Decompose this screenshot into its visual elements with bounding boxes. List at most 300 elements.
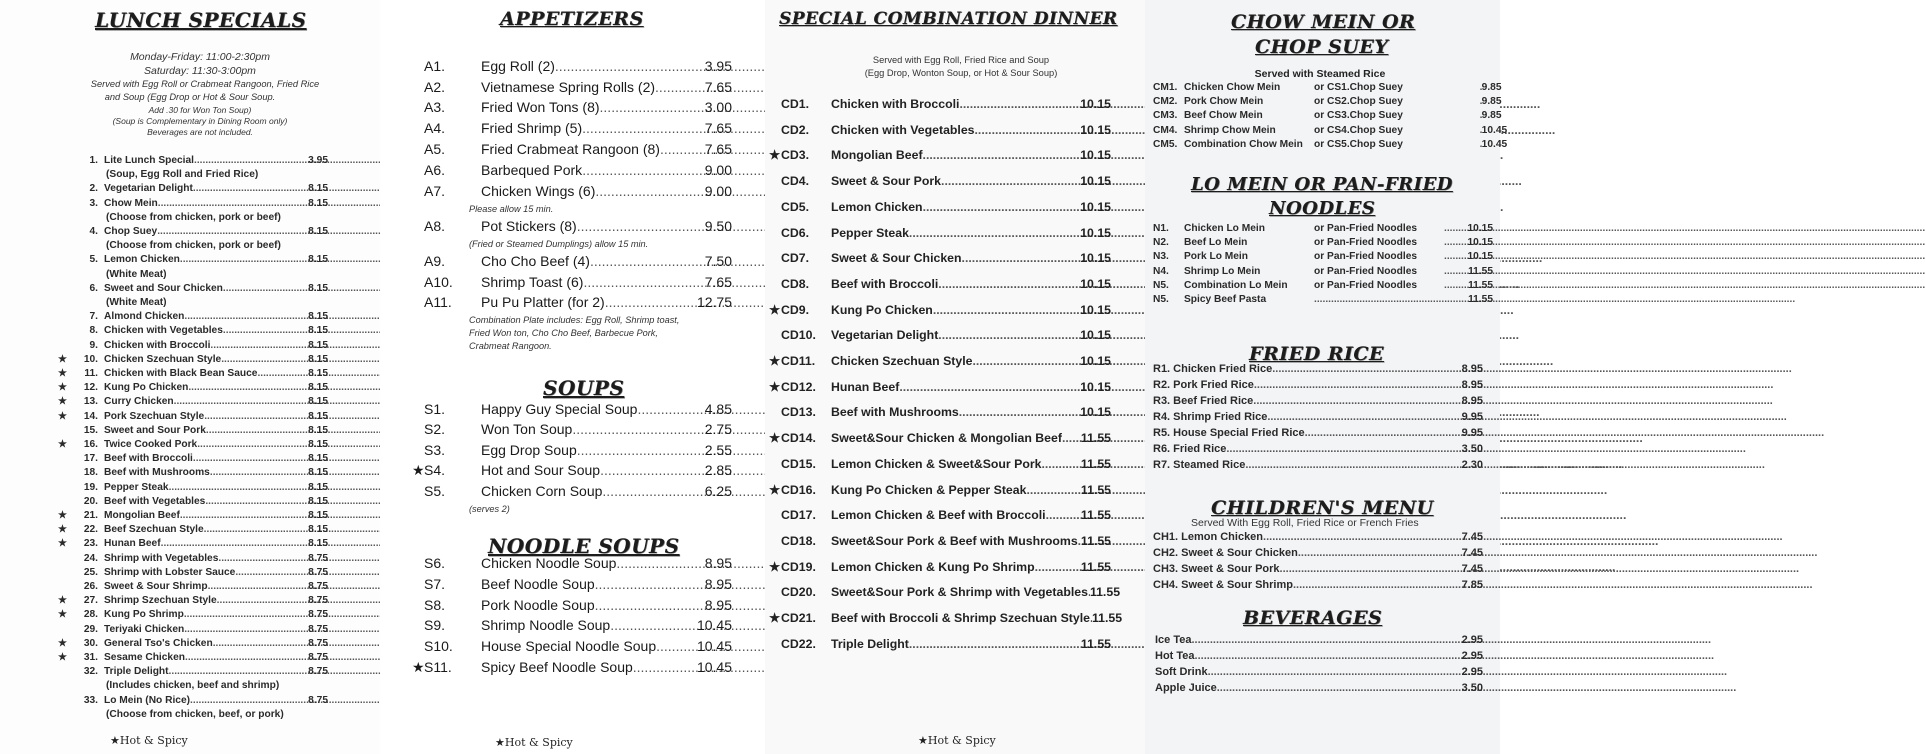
alt-number: or CS5. — [1314, 138, 1350, 150]
alt-name: or Pan-Fried Noodles — [1314, 237, 1418, 249]
item-price: 10.15 — [1467, 223, 1493, 234]
item-name: Beef Chow Mein — [1184, 110, 1263, 122]
item-price: 8.15 — [308, 453, 328, 465]
item-price: 6.25 — [704, 483, 732, 499]
item-number: CD3. — [781, 148, 810, 163]
item-number: 32. — [83, 666, 98, 678]
combination-dinner-panel — [765, 0, 1145, 754]
childrens-item — [1153, 563, 1483, 575]
noodle-soup-item — [412, 555, 732, 571]
item-number: 10. — [83, 353, 98, 365]
item-price: 3.50 — [1461, 443, 1483, 455]
platter-note: Combination Plate includes: Egg Roll, Shrimp toast, — [469, 315, 680, 325]
noodle-soup-item — [412, 597, 732, 613]
item-number: CD10. — [781, 328, 816, 343]
dot-leader — [161, 538, 309, 549]
item-price: 10.15 — [1467, 237, 1493, 249]
dot-leader — [1208, 666, 1462, 678]
dot-leader — [180, 510, 308, 521]
item-name: Sweet & Sour Pork — [831, 174, 942, 189]
item-name: Sweet and Sour Pork — [104, 424, 206, 436]
item-price: 3.00 — [704, 99, 732, 115]
lunch-item — [58, 254, 328, 265]
dot-leader — [600, 99, 705, 115]
item-name: Beef with Broccoli & Shrimp Szechuan Style — [831, 611, 1090, 625]
item-name: Fried Shrimp (5) — [481, 120, 583, 136]
item-price: 2.85 — [704, 462, 732, 478]
dot-leader — [193, 453, 308, 464]
dot-leader — [169, 666, 309, 677]
hot-spicy-mark: ★ — [769, 354, 781, 368]
lunch-item — [58, 155, 328, 166]
dot-leader — [582, 162, 705, 178]
item-name: Pu Pu Platter (for 2) — [481, 294, 605, 310]
soup-item — [412, 483, 732, 499]
soup-item — [412, 442, 732, 458]
item-number: 17. — [83, 453, 98, 465]
item-price: 8.15 — [308, 510, 328, 521]
hot-spicy-mark: ★ — [58, 410, 68, 422]
lunch-item — [58, 283, 328, 294]
item-name: Pot Stickers (8) — [481, 218, 577, 234]
item-price: 7.45 — [1461, 563, 1483, 575]
appetizer-item — [412, 79, 732, 95]
item-price: 9.95 — [1461, 411, 1483, 423]
dot-leader — [577, 218, 705, 234]
item-name: Spicy Beef Noodle Soup — [481, 659, 633, 675]
item-number: CD17. — [781, 508, 816, 523]
chow-mein-title: CHOW MEIN OR — [1231, 11, 1416, 33]
hot-spicy-legend: ★Hot & Spicy — [918, 734, 996, 747]
item-number: CD15. — [781, 456, 816, 471]
item-price: 10.45 — [696, 659, 732, 675]
dot-leader — [1192, 634, 1462, 646]
dot-leader — [595, 183, 704, 199]
item-price: 7.65 — [704, 141, 732, 157]
item-price: 11.55 — [1468, 279, 1493, 291]
dot-leader — [205, 496, 308, 507]
lunch-hours-saturday: Saturday: 11:30-3:00pm — [144, 65, 256, 77]
soup-item — [412, 401, 732, 417]
lo-mein-title: LO MEIN OR PAN-FRIED — [1191, 174, 1453, 195]
dot-leader — [909, 226, 1080, 240]
item-name: Cho Cho Beef (4) — [481, 253, 590, 269]
dot-leader — [610, 617, 697, 633]
item-price: 2.95 — [1461, 666, 1483, 678]
item-name: CH3. Sweet & Sour Pork — [1153, 563, 1280, 575]
dot-leader — [933, 303, 1080, 317]
item-name: Soft Drink — [1155, 666, 1208, 678]
item-name: Sesame Chicken — [104, 652, 185, 663]
lunch-served-note: (Soup is Complementary in Dining Room only) — [112, 116, 288, 126]
item-name: Chicken Lo Mein — [1184, 223, 1265, 234]
item-price: 11.55 — [1080, 533, 1111, 548]
dot-leader — [1444, 223, 1468, 234]
item-number: 8. — [89, 325, 98, 337]
item-number: CD13. — [781, 405, 816, 420]
item-name: R2. Pork Fried Rice — [1153, 379, 1254, 391]
dot-leader — [217, 595, 309, 606]
item-name: Shrimp Chow Mein — [1184, 124, 1276, 136]
item-number: CD7. — [781, 251, 810, 266]
item-name: Hot Tea — [1155, 650, 1195, 662]
item-number: S10. — [424, 638, 453, 655]
fried-rice-item — [1153, 443, 1483, 455]
item-number: CD18. — [781, 533, 816, 548]
item-name: Fried Crabmeat Rangoon (8) — [481, 141, 660, 157]
dot-leader — [582, 120, 705, 136]
dot-leader — [1041, 457, 1080, 471]
item-name: Chicken Szechuan Style — [831, 354, 973, 368]
item-name: Beef with Mushrooms — [104, 467, 210, 479]
item-name: Chicken with Broccoli — [104, 339, 211, 351]
dot-leader — [655, 79, 705, 95]
item-price: 10.15 — [1080, 225, 1111, 240]
item-number: 22. — [83, 524, 98, 536]
dot-leader — [184, 311, 308, 322]
item-name: Triple Delight — [831, 636, 909, 651]
hot-spicy-mark: ★ — [769, 148, 781, 163]
item-number: A4. — [424, 120, 446, 136]
item-price: 8.15 — [308, 226, 328, 237]
noodle-soups-title: NOODLE SOUPS — [488, 534, 680, 558]
item-price: 9.00 — [704, 183, 732, 199]
alt-name: Chop Suey — [1349, 110, 1403, 122]
lunch-item — [58, 482, 328, 493]
combination-title: SPECIAL COMBINATION DINNER — [779, 9, 1118, 29]
item-number: S8. — [424, 596, 446, 613]
item-description: (Choose from chicken, pork or beef) — [106, 240, 281, 252]
item-number: S6. — [424, 555, 446, 571]
item-name: Pork Szechuan Style — [104, 410, 205, 422]
combination-item — [769, 457, 1111, 471]
dot-leader — [1226, 443, 1461, 455]
lunch-item — [58, 595, 328, 606]
item-number: CD22. — [781, 636, 816, 651]
beverages-title: BEVERAGES — [1243, 607, 1383, 629]
dot-leader — [1195, 650, 1462, 662]
dot-leader — [1217, 682, 1462, 694]
item-price: 8.95 — [1461, 379, 1483, 391]
item-name: Vietnamese Spring Rolls (2) — [481, 79, 656, 95]
item-price: 2.55 — [704, 442, 732, 458]
combination-item — [769, 226, 1111, 240]
item-name: Beef with Broccoli — [104, 453, 193, 465]
item-number: 24. — [83, 552, 98, 564]
item-price: 8.15 — [308, 382, 328, 394]
appetizers-soups-panel — [380, 0, 765, 754]
item-price: 7.45 — [1461, 531, 1483, 543]
item-number: N3. — [1153, 251, 1169, 263]
item-number: CD6. — [781, 225, 810, 240]
noodle-soup-item — [412, 638, 732, 654]
item-number: N1. — [1153, 223, 1169, 234]
item-price: 10.15 — [1080, 328, 1111, 343]
item-number: A11. — [424, 294, 452, 310]
item-name: Lemon Chicken & Sweet&Sour Pork — [831, 456, 1042, 471]
item-price: 2.30 — [1461, 459, 1483, 471]
item-name: Happy Guy Special Soup — [481, 401, 638, 417]
item-name: Won Ton Soup — [481, 421, 573, 437]
fried-rice-item — [1153, 411, 1483, 423]
appetizer-item — [412, 120, 732, 136]
item-description: (Choose from chicken, beef, or pork) — [106, 708, 284, 720]
soups-title: SOUPS — [543, 376, 625, 400]
alt-name: or Pan-Fried Noodles — [1314, 265, 1418, 277]
childrens-item — [1153, 531, 1483, 543]
dot-leader — [959, 97, 1080, 111]
item-price: 8.15 — [308, 183, 328, 195]
hot-spicy-mark: ★ — [58, 538, 68, 550]
beverage-item — [1155, 682, 1483, 694]
item-number: S9. — [424, 617, 446, 634]
item-price: 10.15 — [1080, 174, 1111, 189]
item-number: CD4. — [781, 174, 810, 189]
item-name: Hunan Beef — [104, 538, 161, 550]
lunch-item — [58, 325, 328, 336]
item-name: Curry Chicken — [104, 396, 174, 408]
item-price: 8.75 — [308, 566, 328, 578]
item-name: Kung Po Chicken & Pepper Steak — [831, 482, 1027, 497]
hot-spicy-mark: ★ — [58, 609, 68, 621]
dot-leader — [1444, 237, 1468, 248]
dot-leader — [204, 524, 309, 535]
item-price: 8.15 — [308, 396, 328, 408]
hot-spicy-mark: ★ — [58, 510, 68, 521]
dot-leader — [962, 251, 1081, 265]
lunch-item — [58, 340, 328, 351]
platter-note: Fried Won ton, Cho Cho Beef, Barbecue Pork, — [469, 328, 658, 338]
dot-leader — [257, 368, 308, 379]
dot-leader — [555, 58, 705, 74]
dot-leader — [188, 382, 308, 393]
lunch-item — [58, 311, 328, 322]
lunch-item — [58, 198, 328, 209]
alt-name: Chop Suey — [1349, 82, 1403, 93]
item-price: 2.75 — [704, 421, 732, 437]
item-price: 8.15 — [308, 538, 328, 550]
alt-name: or Pan-Fried Noodles — [1314, 251, 1418, 263]
item-price: 10.15 — [1080, 97, 1111, 111]
item-number: 6. — [89, 282, 98, 294]
item-price: 10.15 — [1080, 354, 1111, 368]
item-name: Shrimp Noodle Soup — [481, 617, 611, 634]
combination-item — [769, 200, 1111, 214]
item-name: Beef with Broccoli — [831, 276, 939, 291]
hot-spicy-mark: ★ — [769, 559, 781, 574]
item-price: 8.15 — [308, 410, 328, 422]
item-number: N5. — [1153, 279, 1169, 291]
item-price: 10.15 — [1080, 251, 1111, 266]
item-number: CD20. — [781, 585, 816, 600]
hot-spicy-mark: ★ — [769, 302, 781, 317]
item-number: CM3. — [1153, 110, 1178, 122]
lo-mein-item — [1153, 223, 1493, 234]
item-price: 8.75 — [308, 595, 328, 607]
item-name: Beef Lo Mein — [1184, 237, 1248, 249]
dot-leader — [193, 183, 308, 194]
chow-mein-item — [1153, 138, 1508, 150]
combination-item — [769, 123, 1111, 137]
dot-leader — [197, 439, 308, 450]
appetizer-item — [412, 162, 732, 178]
item-number: CM4. — [1153, 124, 1178, 136]
item-name: Apple Juice — [1155, 682, 1217, 694]
item-number: N4. — [1153, 265, 1169, 277]
combination-item — [769, 380, 1111, 394]
hot-spicy-legend: ★Hot & Spicy — [110, 734, 188, 747]
item-price: 10.15 — [1080, 379, 1111, 394]
item-name: Vegetarian Delight — [104, 183, 193, 195]
item-price: 10.15 — [1467, 251, 1493, 263]
item-description: (White Meat) — [106, 268, 167, 280]
item-name: Beef Noodle Soup — [481, 575, 595, 592]
item-number: A8. — [424, 218, 446, 234]
lunch-served-note: Served with Egg Roll or Crabmeat Rangoon, Fried Rice — [90, 79, 320, 89]
item-price: 8.15 — [308, 339, 328, 351]
item-price: 9.00 — [704, 162, 732, 178]
dot-leader — [1293, 579, 1462, 591]
lunch-item — [58, 553, 328, 564]
item-name: Spicy Beef Pasta — [1184, 294, 1267, 305]
lunch-item — [58, 652, 328, 663]
item-note: (Fried or Steamed Dumplings) allow 15 min. — [469, 239, 649, 249]
hot-spicy-mark: ★ — [58, 382, 68, 394]
dot-leader — [213, 638, 308, 649]
item-number: A7. — [424, 183, 446, 199]
combination-item — [769, 303, 1111, 317]
dot-leader — [909, 637, 1081, 651]
item-number: 12. — [83, 382, 98, 394]
appetizer-item — [412, 99, 732, 115]
item-name: Mongolian Beef — [831, 148, 923, 163]
item-price: 10.15 — [1080, 148, 1111, 163]
dot-leader — [637, 401, 704, 417]
item-number: CD12. — [781, 379, 816, 394]
item-number: A10. — [424, 274, 453, 290]
item-name: Shrimp with Lobster Sauce — [104, 566, 236, 578]
item-number: S11. — [424, 659, 452, 675]
item-name: Sweet&Sour Pork & Shrimp with Vegetables — [831, 585, 1088, 600]
hot-spicy-mark: ★ — [58, 595, 68, 607]
item-name: Lite Lunch Special — [104, 155, 195, 166]
dot-leader — [1305, 427, 1462, 439]
item-price: 7.45 — [1461, 547, 1483, 559]
lunch-item — [58, 581, 328, 592]
item-name: Pepper Steak — [831, 225, 909, 240]
hot-spicy-mark: ★ — [58, 439, 68, 450]
item-number: CD1. — [781, 97, 810, 111]
dot-leader — [590, 253, 705, 269]
item-number: 19. — [83, 481, 98, 493]
dot-leader — [158, 198, 308, 209]
dot-leader — [1444, 280, 1468, 291]
combination-item — [769, 585, 1121, 600]
lunch-item — [58, 496, 328, 507]
item-price: 8.15 — [308, 311, 328, 323]
dot-leader — [218, 553, 308, 564]
item-name: Chicken with Vegetables — [831, 122, 975, 137]
item-number: S4. — [424, 462, 446, 478]
combination-served-note: Served with Egg Roll, Fried Rice and Soup — [872, 55, 1050, 65]
item-name: Chicken Szechuan Style — [104, 353, 222, 365]
lunch-item — [58, 425, 328, 436]
combination-item — [769, 483, 1111, 497]
combination-item — [769, 174, 1111, 188]
item-price: 11.55 — [1468, 294, 1493, 305]
item-name: CH1. Lemon Chicken — [1153, 531, 1264, 543]
item-price: 8.95 — [1461, 363, 1483, 375]
item-number: 20. — [83, 495, 98, 507]
combination-item — [769, 431, 1111, 445]
item-name: Chicken Corn Soup — [481, 483, 603, 499]
dot-leader — [1272, 363, 1461, 375]
item-price: 11.55 — [1080, 431, 1111, 446]
item-price: 7.85 — [1461, 579, 1483, 591]
dot-leader — [221, 354, 308, 365]
item-name: General Tso's Chicken — [104, 637, 213, 649]
alt-name: Chop Suey — [1349, 124, 1403, 136]
item-name: Pork Chow Mein — [1184, 96, 1264, 108]
lunch-specials-title: LUNCH SPECIALS — [95, 8, 307, 32]
alt-number: or CS1. — [1314, 82, 1350, 93]
item-price: 11.55 — [1089, 585, 1121, 600]
noodles-rice-panel — [1145, 0, 1508, 754]
item-number: CD8. — [781, 276, 810, 291]
item-number: CD14. — [781, 431, 816, 446]
item-price: 8.95 — [704, 555, 732, 571]
item-price: 8.15 — [308, 495, 328, 507]
dot-leader — [941, 174, 1080, 188]
item-price: 9.85 — [1481, 96, 1502, 108]
lo-mein-item — [1153, 266, 1493, 277]
childrens-item — [1153, 579, 1483, 591]
lunch-item — [58, 538, 328, 549]
lunch-item — [58, 567, 328, 578]
item-number: S5. — [424, 483, 446, 499]
lunch-item — [58, 382, 328, 393]
combination-item — [769, 508, 1111, 522]
item-name: Barbequed Pork — [481, 162, 583, 178]
dot-leader — [583, 274, 704, 290]
item-price: 8.15 — [308, 254, 328, 266]
item-price: 10.15 — [1080, 276, 1111, 291]
item-name: R4. Shrimp Fried Rice — [1153, 411, 1268, 423]
item-name: CH4. Sweet & Sour Shrimp — [1153, 579, 1293, 591]
chow-mein-item — [1153, 82, 1502, 93]
dot-leader — [660, 141, 705, 157]
item-number: 27. — [83, 595, 98, 607]
item-name: Hot and Sour Soup — [481, 462, 601, 478]
appetizer-item — [412, 183, 732, 199]
dot-leader — [206, 425, 308, 436]
dot-leader — [602, 483, 704, 499]
dot-leader — [616, 555, 704, 571]
combination-item — [769, 97, 1111, 111]
dot-leader — [899, 380, 1080, 394]
fried-rice-item — [1153, 395, 1483, 407]
item-number: 33. — [83, 694, 98, 706]
dot-leader — [169, 482, 309, 493]
dot-leader — [656, 638, 697, 654]
item-name: Sweet and Sour Chicken — [104, 282, 223, 294]
dot-leader — [1298, 547, 1462, 559]
appetizer-item — [412, 253, 732, 269]
appetizer-item — [412, 141, 732, 157]
item-number: S1. — [424, 401, 446, 417]
childrens-item — [1153, 547, 1483, 559]
item-number: 9. — [89, 339, 98, 351]
